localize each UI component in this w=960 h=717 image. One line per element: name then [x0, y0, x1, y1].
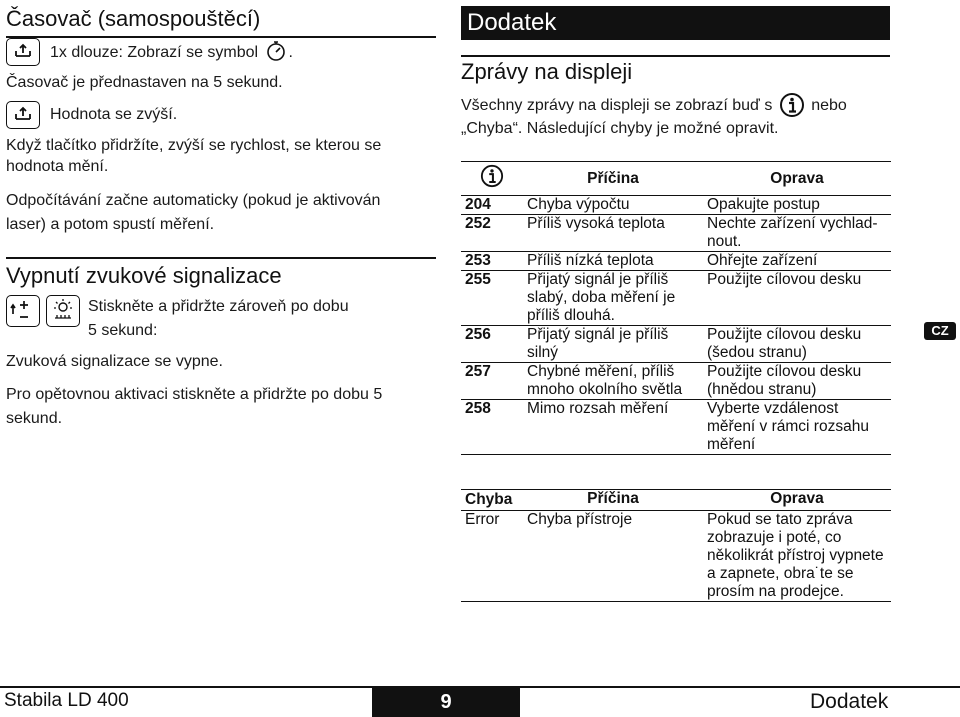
header-fix: Oprava — [703, 490, 891, 511]
header-fix: Oprava — [703, 162, 891, 196]
timer-button-icon — [6, 101, 40, 129]
appendix-banner: Dodatek — [461, 6, 890, 40]
info-icon — [779, 92, 805, 124]
sound-press-text-1: Stiskněte a přidržte zároveň po dobu — [88, 298, 349, 315]
error-code: 256 — [461, 326, 523, 363]
error-fix: Vyberte vzdálenost měření v rámci rozsahu měření — [703, 400, 891, 455]
error-fix: Ohřejte zařízení — [703, 252, 891, 271]
footer-product: Stabila LD 400 — [4, 690, 129, 711]
error-code: 258 — [461, 400, 523, 455]
table-row — [461, 252, 891, 271]
table-row — [461, 215, 891, 252]
sound-heading: Vypnutí zvukové signalizace — [6, 263, 282, 288]
sound-press-text-2: 5 sekund: — [88, 322, 158, 339]
error-cause: Chyba přístroje — [523, 511, 703, 602]
sound-on-text-2: sekund. — [6, 410, 63, 427]
device-error-table — [461, 489, 891, 602]
header-cause: Příčina — [523, 490, 703, 511]
table-row — [461, 271, 891, 326]
timer-preset-text: Časovač je přednastaven na 5 sekund. — [6, 74, 283, 91]
table-row — [461, 400, 891, 455]
error-code: 255 — [461, 271, 523, 326]
table-row — [461, 511, 891, 602]
footer-section: Dodatek — [810, 690, 889, 713]
error-fix: Nechte zařízení vychlad-nout. — [703, 215, 891, 252]
timer-heading: Časovač (samospouštěcí) — [6, 6, 261, 31]
sound-on-text-1: Pro opětovnou aktivaci stiskněte a přidržte po dobu 5 — [6, 386, 383, 403]
timer-hold-text-1: Když tlačítko přidržíte, zvýší se rychlost, se kterou se — [6, 137, 382, 154]
error-code: 252 — [461, 215, 523, 252]
sound-heading-rule — [6, 257, 436, 259]
messages-heading-rule — [461, 55, 890, 57]
light-button-icon — [46, 295, 80, 327]
error-fix: Použijte cílovou desku — [703, 271, 891, 326]
error-code: 257 — [461, 363, 523, 400]
plus-minus-button-icon — [6, 295, 40, 327]
messages-table-header — [461, 162, 891, 196]
error-fix: Použijte cílovou desku (hnědou stranu) — [703, 363, 891, 400]
language-badge: CZ — [924, 322, 956, 340]
error-cause: Příliš vysoká teplota — [523, 215, 703, 252]
error-cause: Chybné měření, příliš mnoho okolního světla — [523, 363, 703, 400]
error-cause: Přijatý signál je příliš slabý, doba měření je příliš dlouhá. — [523, 271, 703, 326]
messages-heading: Zprávy na displeji — [461, 59, 633, 84]
table-row — [461, 326, 891, 363]
error-code: 204 — [461, 196, 523, 215]
table-row — [461, 363, 891, 400]
page-number: 9 — [372, 688, 520, 717]
header-cause: Příčina — [523, 162, 703, 196]
timer-press-once-text: 1x dlouze: Zobrazí se symbol . — [50, 40, 293, 68]
error-cause: Příliš nízká teplota — [523, 252, 703, 271]
timer-button-icon — [6, 38, 40, 66]
sound-off-text: Zvuková signalizace se vypne. — [6, 353, 223, 370]
info-icon — [461, 162, 523, 196]
error-fix: Opakujte postup — [703, 196, 891, 215]
timer-hold-text-2: hodnota mění. — [6, 158, 109, 175]
timer-countdown-text-2: laser) a potom spustí měření. — [6, 216, 215, 233]
error-fix: Pokud se tato zpráva zobrazuje i poté, co několikrát přístroj vypnete a zapnete, obra˙te se prosím na prodejce. — [703, 511, 891, 602]
timer-increase-text: Hodnota se zvýší. — [50, 106, 178, 123]
device-error-table-header — [461, 490, 891, 511]
error-code: 253 — [461, 252, 523, 271]
error-cause: Mimo rozsah měření — [523, 400, 703, 455]
messages-intro-line-1: Všechny zprávy na displeji se zobrazí buď s nebo — [461, 92, 891, 124]
timer-heading-rule — [6, 36, 436, 38]
timer-countdown-text-1: Odpočítávání začne automaticky (pokud je aktivován — [6, 192, 381, 209]
error-cause: Přijatý signál je příliš silný — [523, 326, 703, 363]
messages-intro-line-2: „Chyba“. Následující chyby je možné opravit. — [461, 120, 779, 137]
table-row — [461, 196, 891, 215]
header-error: Chyba — [461, 490, 523, 511]
error-fix: Použijte cílovou desku (šedou stranu) — [703, 326, 891, 363]
messages-table — [461, 161, 891, 455]
error-code: Error — [461, 511, 523, 602]
stopwatch-icon — [265, 40, 287, 68]
error-cause: Chyba výpočtu — [523, 196, 703, 215]
